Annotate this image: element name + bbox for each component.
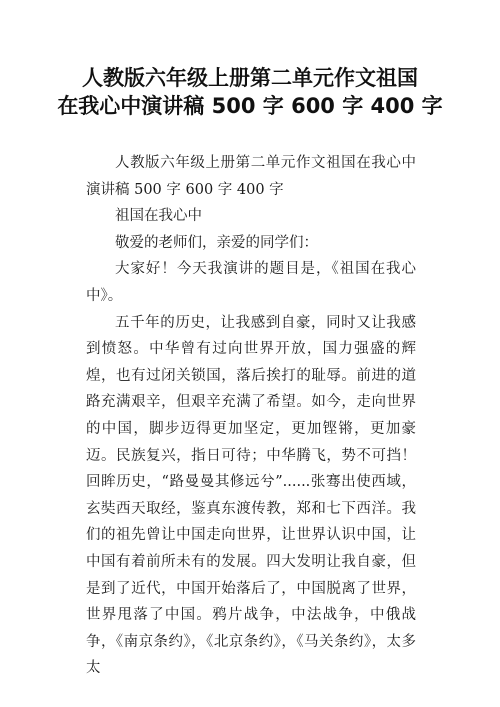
paragraph-main: 五千年的历史，让我感到自豪，同时又让我感到愤怒。中华曾有过向世界开放，国力强盛的辉煌，也有过闭关锁国，落后挨打的耻辱。前进的道路充满艰辛，但艰辛充满了希望。如今，走向世界的中国，脚步迈得更加坚定，更加铿锵，更加豪迈。民族复兴，指日可待；中华腾飞，势不可挡！回眸历史，“路曼曼其修远兮”......张骞出使西域，玄奘西天取经，鉴真东渡传教，郑和七下西洋。我们的祖先曾让中国走向世界，让世界认识中国，让中国有着前所未有的发展。四大发明让我自豪，但是到了近代，中国开始落后了，中国脱离了世界，世界甩落了中国。鸦片战争，中法战争，中俄战争，《南京条约》，《北京条约》，《马关条约》，太多太: [86, 314, 416, 677]
document-title: [40, 64, 460, 120]
document-body: [86, 150, 416, 682]
paragraph-subtitle: 祖国在我心中: [115, 208, 202, 225]
title-line-2: 在我心中演讲稿 500 字 600 字 400 字: [57, 94, 443, 118]
paragraph-heading-repeat: 人教版六年级上册第二单元作文祖国在我心中演讲稿 500 字 600 字 400 字: [86, 155, 416, 198]
paragraph-greeting: 大家好！今天我演讲的题目是，《祖国在我心中》。: [86, 261, 416, 304]
title-line-1: 人教版六年级上册第二单元作文祖国: [82, 66, 418, 90]
paragraph-salutation: 敬爱的老师们，亲爱的同学们：: [115, 234, 318, 251]
